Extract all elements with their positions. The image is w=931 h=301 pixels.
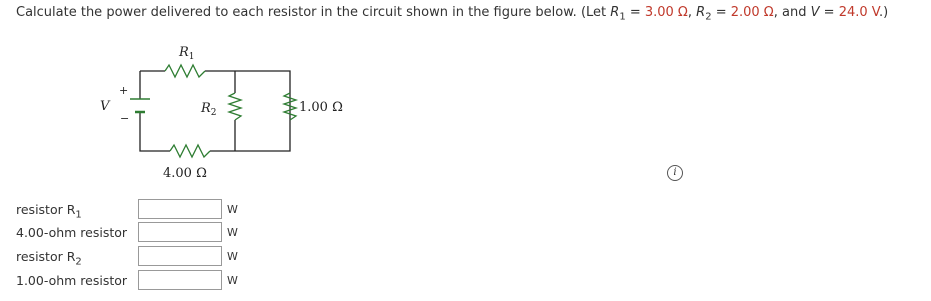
unit-label: W	[227, 203, 238, 216]
unit-label: W	[227, 274, 238, 287]
v-symbol: V	[810, 5, 820, 20]
unit-label: W	[227, 250, 238, 263]
battery-label: V	[100, 99, 110, 114]
answer-label: 4.00-ohm resistor	[16, 225, 128, 240]
power-r1-input[interactable]	[138, 199, 222, 219]
bottom-resistor-label: 4.00 Ω	[163, 166, 207, 181]
battery-minus-sign: −	[120, 112, 130, 125]
r2-label: $R_2$	[201, 101, 217, 118]
r2-given-value: 2.00 Ω	[730, 5, 774, 20]
r1-symbol: R	[610, 5, 620, 20]
v-given-value: 24.0 V	[838, 5, 879, 20]
power-r2-input[interactable]	[138, 246, 222, 266]
question-text: Calculate the power delivered to each resistor in the circuit shown in the figure below. (Let $R_1 = 3.00$ Ω, $R_2 = 2.00$ Ω, and V = 24.0 V.)	[16, 5, 889, 23]
four-ohm-resistor	[170, 145, 210, 157]
power-1ohm-input[interactable]	[138, 270, 222, 290]
info-icon[interactable]: i	[667, 165, 683, 181]
r2-resistor	[229, 93, 241, 120]
r2-symbol: R	[696, 5, 706, 20]
circuit-diagram	[95, 40, 395, 185]
answer-label: 1.00-ohm resistor	[16, 273, 128, 288]
answer-label: resistor $R_1$	[16, 202, 82, 221]
right-resistor-label: 1.00 Ω	[299, 100, 343, 115]
r1-given-value: 3.00 Ω	[644, 5, 688, 20]
unit-label: W	[227, 226, 238, 239]
r1-label: $R_1$	[179, 45, 195, 62]
answer-label: resistor $R_2$	[16, 249, 82, 268]
power-4ohm-input[interactable]	[138, 222, 222, 242]
battery-plus-sign: +	[119, 84, 129, 97]
r1-resistor	[165, 65, 205, 77]
